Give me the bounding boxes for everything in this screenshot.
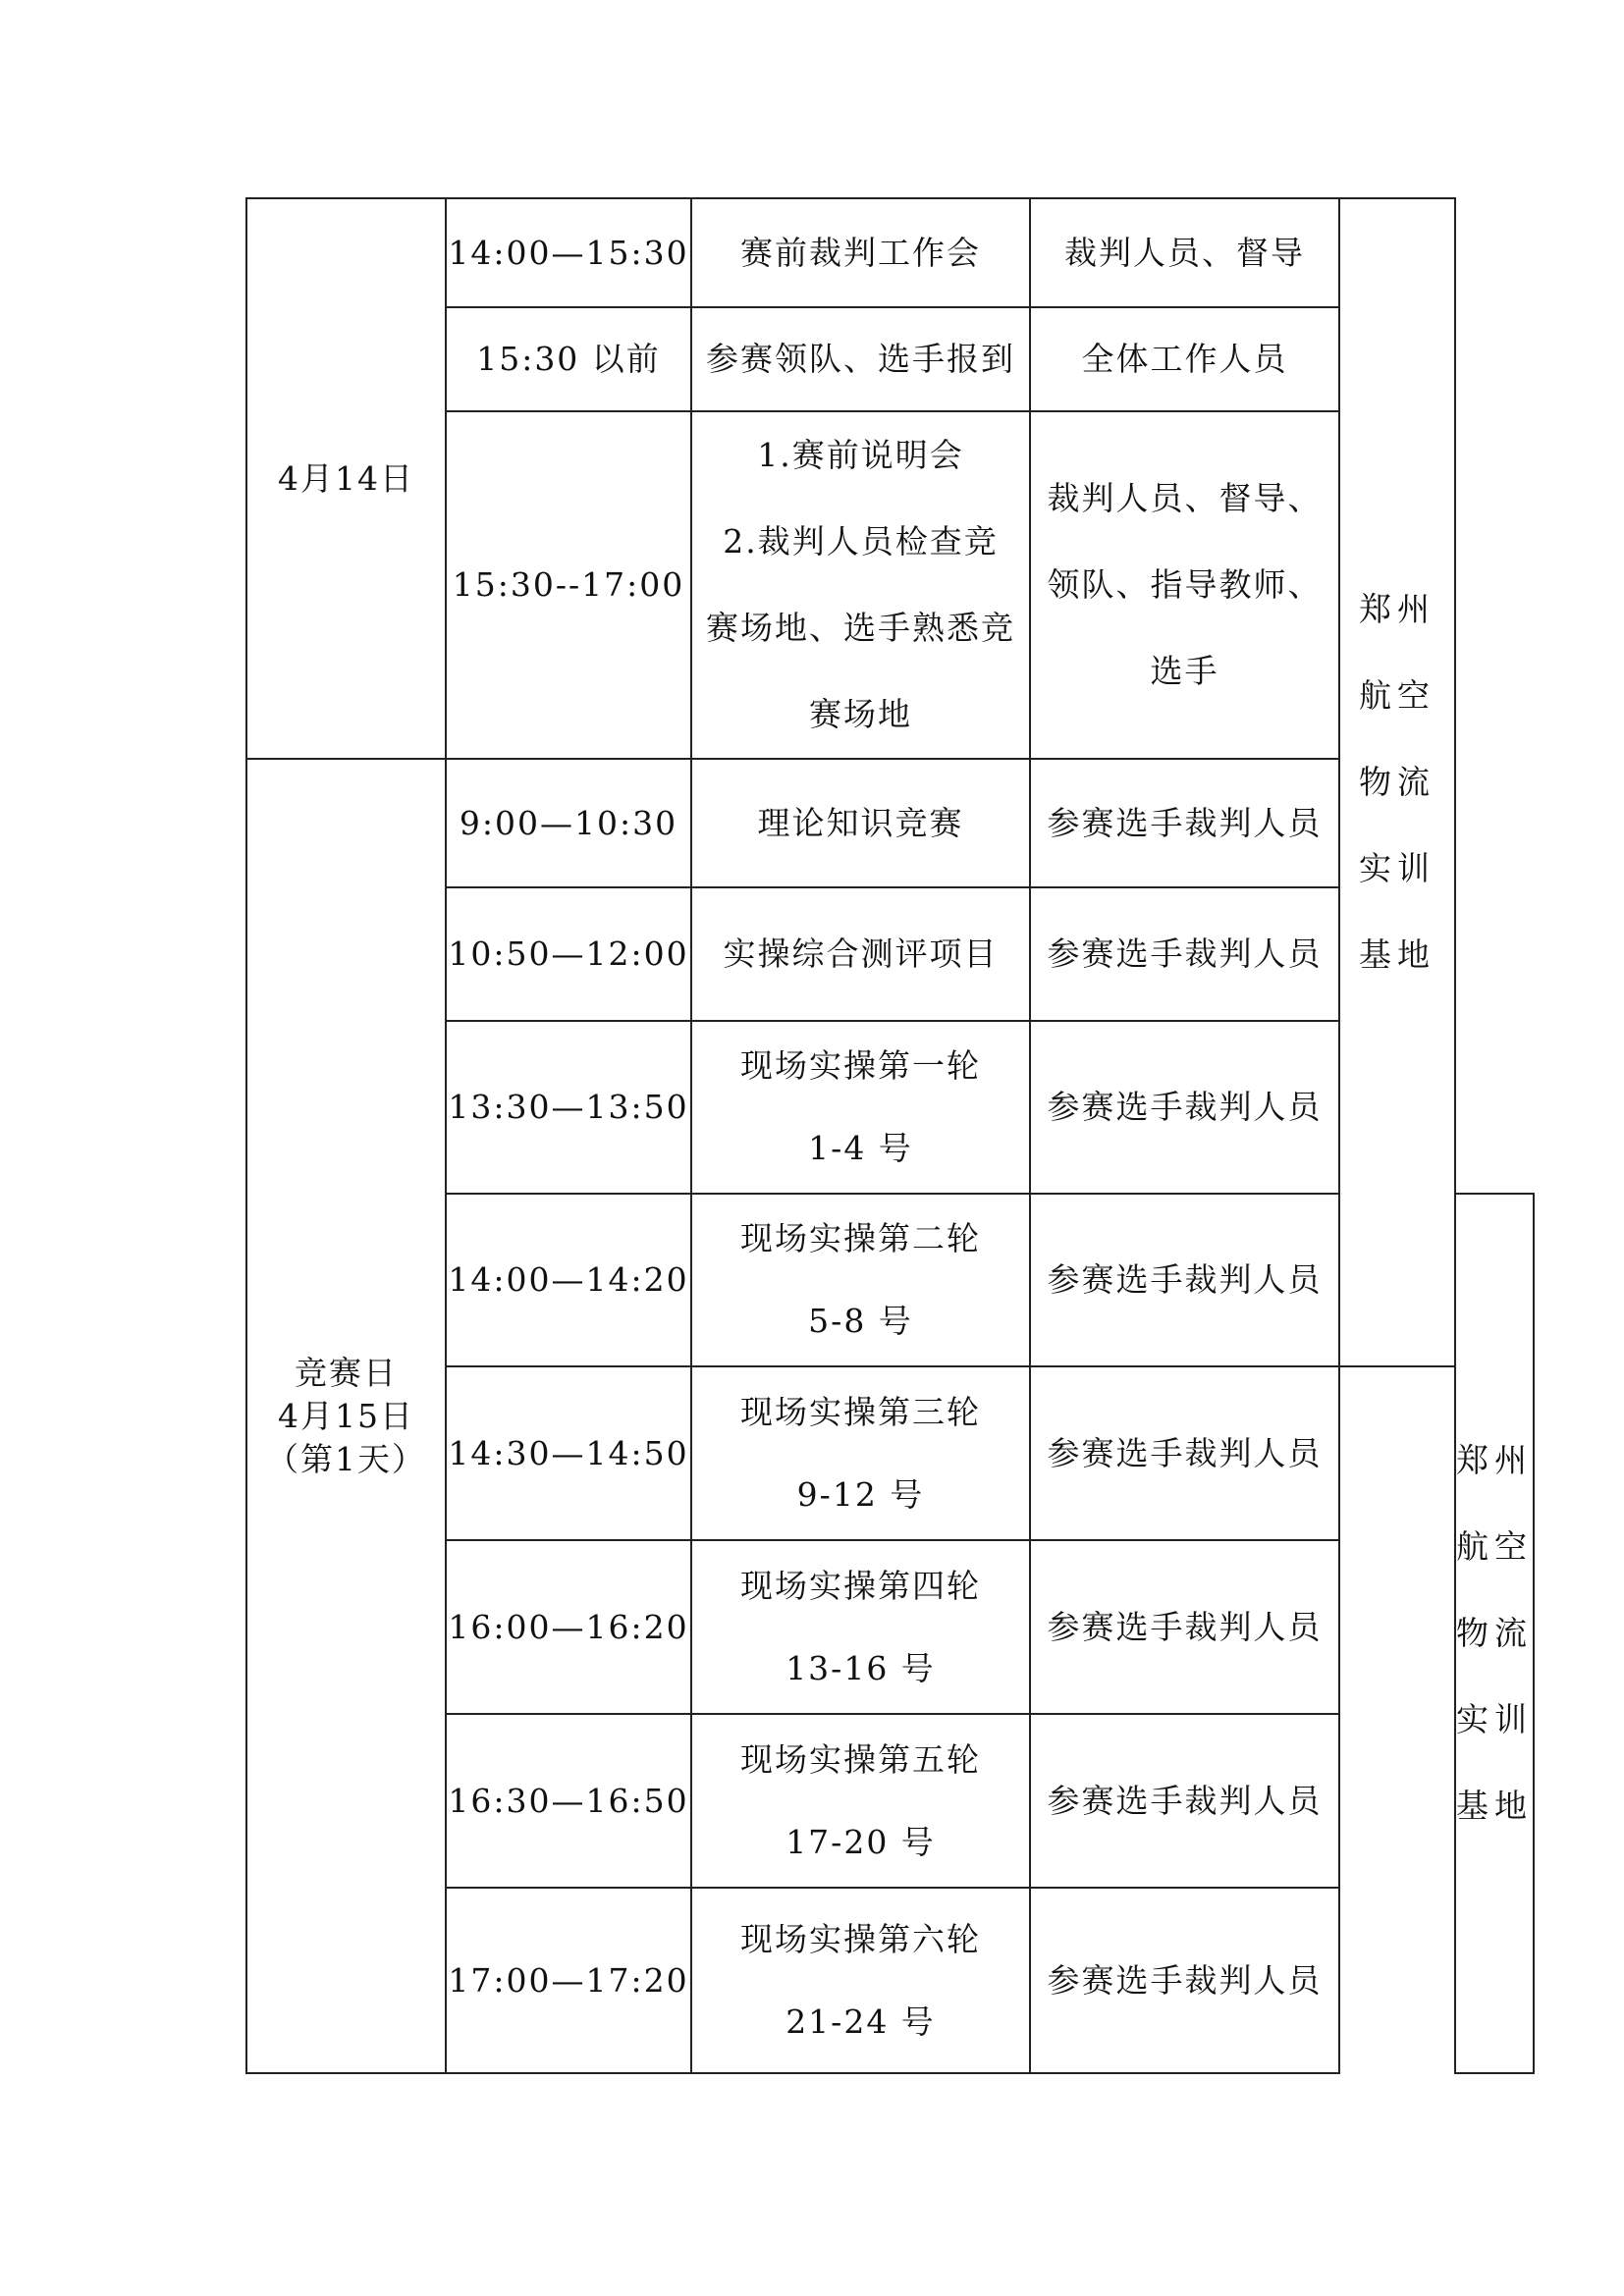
task-cell xyxy=(691,1540,1030,1714)
task-cell: 理论知识竞赛 xyxy=(691,759,1030,887)
task-line: 5-8 号 xyxy=(808,1302,913,1340)
task-line: 1.赛前说明会 xyxy=(757,436,964,474)
time-cell: 14:30—14:50 xyxy=(446,1366,691,1540)
time-cell: 14:00—15:30 xyxy=(446,198,691,307)
time-cell: 15:30--17:00 xyxy=(446,411,691,759)
people-cell: 全体工作人员 xyxy=(1030,307,1339,411)
people-line: 领队、指导教师、 xyxy=(1047,565,1323,604)
time-cell: 15:30 以前 xyxy=(446,307,691,411)
task-cell: 参赛领队、选手报到 xyxy=(691,307,1030,411)
time-cell: 9:00—10:30 xyxy=(446,759,691,887)
venue-line: 物流 xyxy=(1456,1614,1533,1652)
task-line: 现场实操第三轮 xyxy=(740,1392,981,1431)
task-cell xyxy=(691,1021,1030,1194)
time-cell: 16:00—16:20 xyxy=(446,1540,691,1714)
venue-line: 物流 xyxy=(1359,763,1435,801)
venue-line: 实训 xyxy=(1456,1700,1533,1738)
task-cell xyxy=(691,1888,1030,2073)
people-line: 裁判人员、督导、 xyxy=(1047,479,1323,517)
task-line: 2.裁判人员检查竞 xyxy=(723,522,999,561)
venue-cell xyxy=(1455,1194,1534,2073)
venue-line: 郑州 xyxy=(1456,1441,1533,1479)
task-line: 现场实操第一轮 xyxy=(740,1046,981,1085)
time-cell: 14:00—14:20 xyxy=(446,1194,691,1366)
task-line: 赛场地 xyxy=(809,695,912,733)
people-cell: 参赛选手裁判人员 xyxy=(1030,1021,1339,1194)
schedule-table xyxy=(245,197,1535,2074)
date-line: （第1天） xyxy=(266,1439,426,1478)
people-cell: 参赛选手裁判人员 xyxy=(1030,1540,1339,1714)
task-line: 现场实操第二轮 xyxy=(740,1219,981,1257)
task-cell xyxy=(691,411,1030,759)
task-line: 13-16 号 xyxy=(785,1648,936,1687)
people-cell: 裁判人员、督导 xyxy=(1030,198,1339,307)
date-line: 4月15日 xyxy=(278,1396,414,1435)
people-cell: 参赛选手裁判人员 xyxy=(1030,1888,1339,2073)
task-line: 现场实操第五轮 xyxy=(740,1739,981,1779)
task-line: 21-24 号 xyxy=(785,2002,936,2041)
venue-line: 航空 xyxy=(1456,1527,1533,1566)
people-cell: 参赛选手裁判人员 xyxy=(1030,1366,1339,1540)
people-cell xyxy=(1030,411,1339,759)
time-cell: 17:00—17:20 xyxy=(446,1888,691,2073)
task-line: 现场实操第四轮 xyxy=(740,1566,981,1605)
table-row xyxy=(246,198,1534,307)
task-cell: 实操综合测评项目 xyxy=(691,887,1030,1021)
people-cell: 参赛选手裁判人员 xyxy=(1030,1714,1339,1888)
task-line: 1-4 号 xyxy=(808,1129,913,1167)
time-cell: 13:30—13:50 xyxy=(446,1021,691,1194)
venue-line: 航空 xyxy=(1359,676,1435,715)
task-line: 赛场地、选手熟悉竞 xyxy=(706,609,1015,647)
date-cell: 4月14日 xyxy=(246,198,446,759)
venue-line: 郑州 xyxy=(1359,590,1435,628)
task-cell: 赛前裁判工作会 xyxy=(691,198,1030,307)
task-line: 现场实操第六轮 xyxy=(740,1919,981,1958)
venue-line: 基地 xyxy=(1359,935,1435,974)
task-line: 17-20 号 xyxy=(785,1822,936,1861)
time-cell: 16:30—16:50 xyxy=(446,1714,691,1888)
people-cell: 参赛选手裁判人员 xyxy=(1030,887,1339,1021)
task-cell xyxy=(691,1366,1030,1540)
venue-line: 基地 xyxy=(1456,1787,1533,1825)
people-line: 选手 xyxy=(1150,652,1219,690)
date-cell xyxy=(246,759,446,2073)
people-cell: 参赛选手裁判人员 xyxy=(1030,1194,1339,1366)
date-line: 竞赛日 xyxy=(295,1353,398,1392)
task-cell xyxy=(691,1714,1030,1888)
task-line: 9-12 号 xyxy=(796,1474,925,1514)
venue-cell xyxy=(1339,198,1455,1366)
time-cell: 10:50—12:00 xyxy=(446,887,691,1021)
people-cell: 参赛选手裁判人员 xyxy=(1030,759,1339,887)
venue-line: 实训 xyxy=(1359,849,1435,887)
task-cell xyxy=(691,1194,1030,1366)
